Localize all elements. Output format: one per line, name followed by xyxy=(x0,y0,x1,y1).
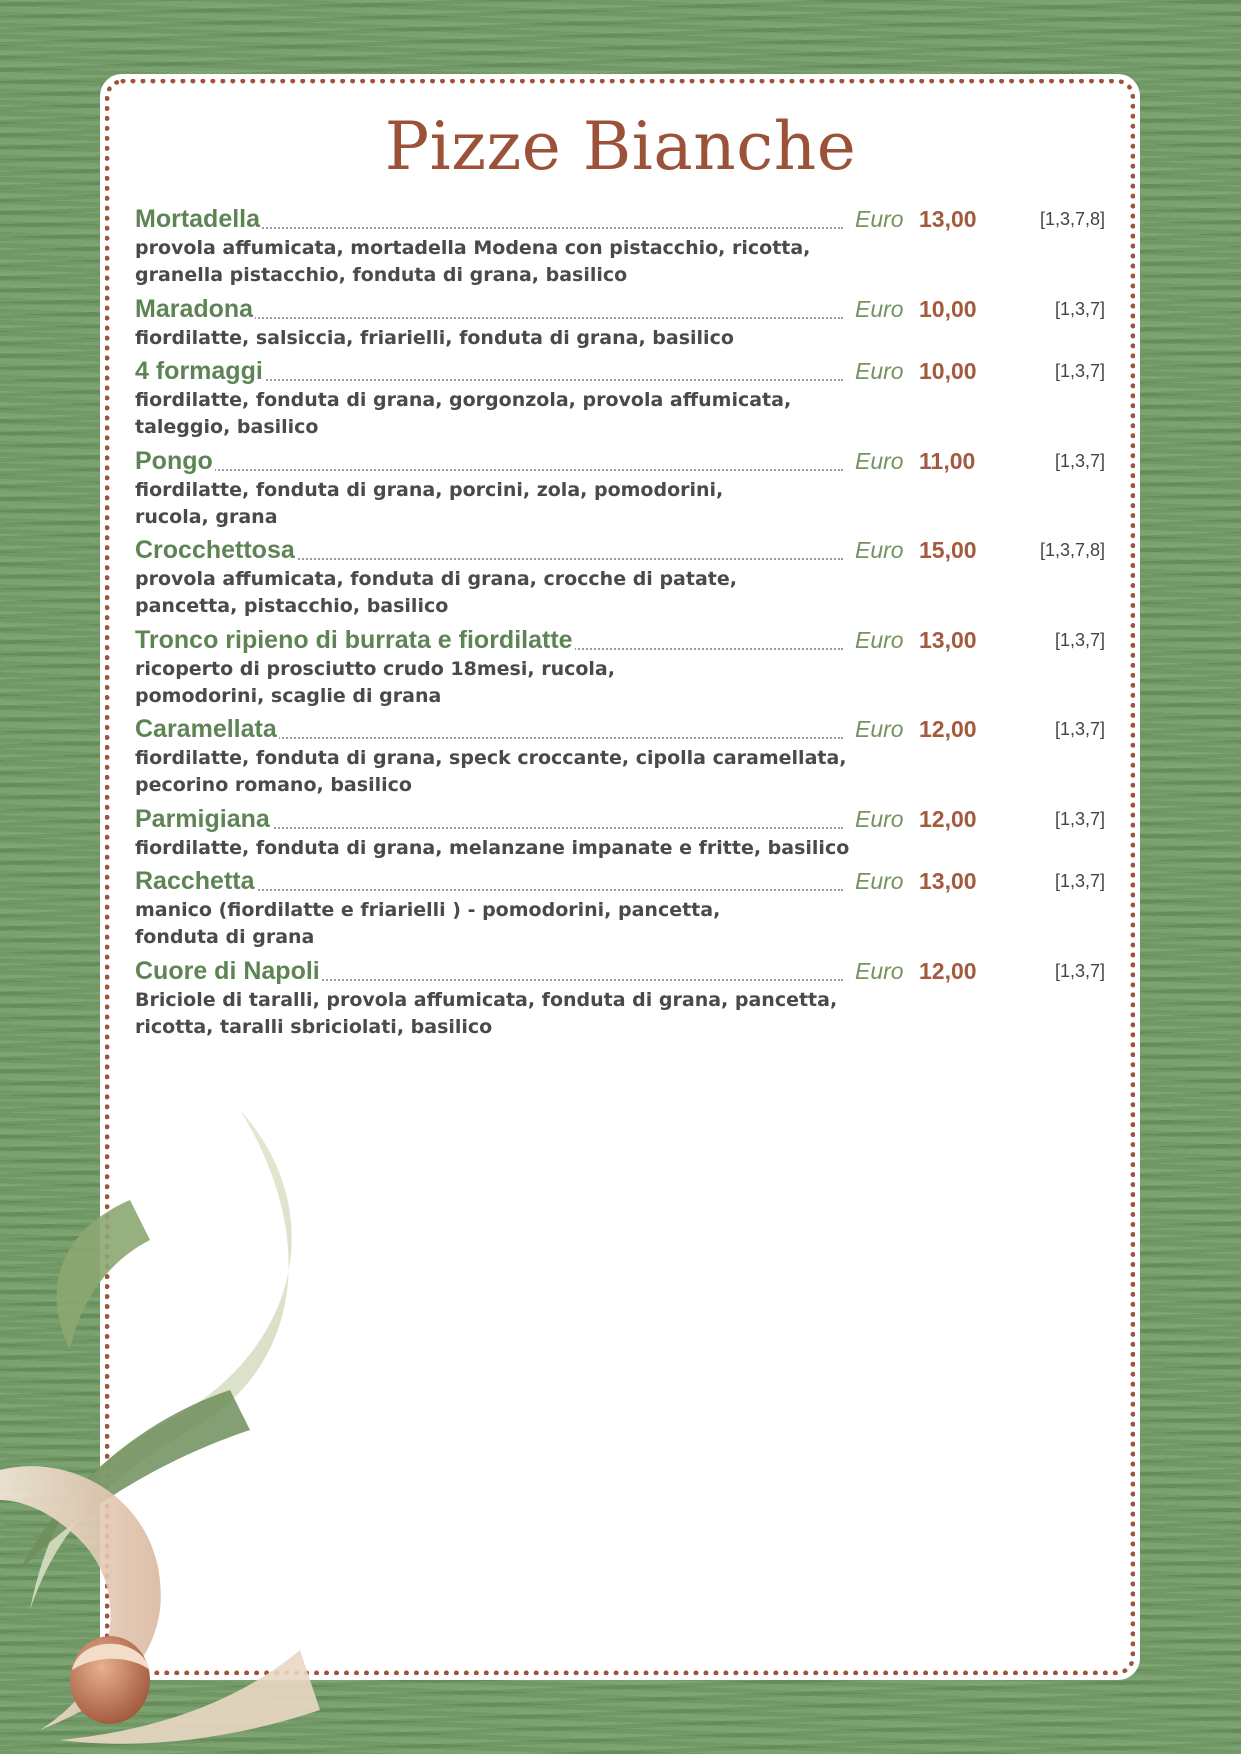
item-price: 10,00 xyxy=(919,358,977,384)
item-description-line: fiordilatte, fonduta di grana, porcini, zola, pomodorini, xyxy=(135,479,724,501)
dot-leader xyxy=(135,439,843,471)
item-description-line: pancetta, pistacchio, basilico xyxy=(135,595,449,617)
menu-item-header xyxy=(135,203,1105,235)
menu-item-header xyxy=(135,803,1105,835)
currency-label: Euro xyxy=(855,296,904,322)
menu-item-header xyxy=(135,445,1105,477)
menu-item xyxy=(135,865,1105,951)
currency-label: Euro xyxy=(855,868,904,894)
menu-item-header xyxy=(135,293,1105,325)
currency-label: Euro xyxy=(855,206,904,232)
item-name: Crocchettosa xyxy=(135,536,295,564)
menu-item xyxy=(135,955,1105,1041)
item-allergens: [1,3,7] xyxy=(1054,961,1105,981)
item-description-line: fiordilatte, fonduta di grana, speck croccante, cipolla caramellata, xyxy=(135,747,847,769)
item-description-line: fonduta di grana xyxy=(135,926,315,948)
currency-label: Euro xyxy=(855,627,904,653)
item-description-line: ricotta, taralli sbriciolati, basilico xyxy=(135,1016,493,1038)
menu-item-header xyxy=(135,865,1105,897)
item-price: 11,00 xyxy=(919,448,976,474)
item-price: 12,00 xyxy=(919,958,977,984)
decorative-leaf-ornament xyxy=(0,1090,340,1754)
item-allergens: [1,3,7] xyxy=(1054,299,1105,319)
menu-item xyxy=(135,713,1105,799)
item-description-line: manico (fiordilatte e friarielli ) - pomodorini, pancetta, xyxy=(135,899,721,921)
menu-item xyxy=(135,355,1105,441)
item-name: Pongo xyxy=(135,447,213,475)
item-name: Maradona xyxy=(135,295,254,323)
item-name: 4 formaggi xyxy=(135,357,263,385)
item-allergens: [1,3,7,8] xyxy=(1039,540,1105,560)
item-name: Tronco ripieno di burrata e fiordilatte xyxy=(135,626,573,654)
menu-item-header xyxy=(135,355,1105,387)
item-description-line: provola affumicata, mortadella Modena con pistacchio, ricotta, xyxy=(135,237,811,259)
item-name: Parmigiana xyxy=(135,805,270,833)
item-name: Caramellata xyxy=(135,715,277,743)
item-price: 13,00 xyxy=(919,627,977,653)
menu-item-header xyxy=(135,534,1105,566)
item-name: Racchetta xyxy=(135,867,255,895)
item-description-line: pecorino romano, basilico xyxy=(135,774,412,796)
item-allergens: [1,3,7] xyxy=(1054,451,1105,471)
page-title: Pizze Bianche xyxy=(384,108,857,185)
item-name: Cuore di Napoli xyxy=(135,957,320,985)
item-description-line: rucola, grana xyxy=(135,506,278,528)
menu-item xyxy=(135,445,1105,531)
currency-label: Euro xyxy=(855,806,904,832)
currency-label: Euro xyxy=(855,716,904,742)
item-allergens: [1,3,7] xyxy=(1054,809,1105,829)
menu-item-header xyxy=(135,713,1105,745)
menu-item-header xyxy=(135,624,1105,656)
currency-label: Euro xyxy=(855,958,904,984)
item-price: 10,00 xyxy=(919,296,977,322)
currency-label: Euro xyxy=(855,448,904,474)
item-description-line: taleggio, basilico xyxy=(135,416,319,438)
menu-item-header xyxy=(135,955,1105,987)
item-description-line: Briciole di taralli, provola affumicata, fonduta di grana, pancetta, xyxy=(135,989,838,1011)
item-price: 13,00 xyxy=(919,206,977,232)
currency-label: Euro xyxy=(855,358,904,384)
item-description-line: ricoperto di prosciutto crudo 18mesi, rucola, xyxy=(135,658,615,680)
item-description-line: pomodorini, scaglie di grana xyxy=(135,685,442,707)
item-allergens: [1,3,7,8] xyxy=(1039,209,1105,229)
item-price: 15,00 xyxy=(919,537,977,563)
item-description-line: fiordilatte, salsiccia, friarielli, fonduta di grana, basilico xyxy=(135,327,734,349)
item-allergens: [1,3,7] xyxy=(1054,630,1105,650)
menu-item xyxy=(135,803,1105,862)
item-allergens: [1,3,7] xyxy=(1054,361,1105,381)
item-price: 12,00 xyxy=(919,716,977,742)
menu-item xyxy=(135,293,1105,352)
item-price: 12,00 xyxy=(919,806,977,832)
currency-label: Euro xyxy=(855,537,904,563)
item-description-line: fiordilatte, fonduta di grana, gorgonzola, provola affumicata, xyxy=(135,389,792,411)
item-name: Mortadella xyxy=(135,205,261,233)
item-description-line: granella pistacchio, fonduta di grana, basilico xyxy=(135,264,628,286)
menu-item xyxy=(135,534,1105,620)
menu-item xyxy=(135,624,1105,710)
item-allergens: [1,3,7] xyxy=(1054,719,1105,739)
menu-item xyxy=(135,203,1105,289)
item-description-line: fiordilatte, fonduta di grana, melanzane impanate e fritte, basilico xyxy=(135,837,850,859)
item-price: 13,00 xyxy=(919,868,977,894)
item-description-line: provola affumicata, fonduta di grana, crocche di patate, xyxy=(135,568,737,590)
item-allergens: [1,3,7] xyxy=(1054,871,1105,891)
